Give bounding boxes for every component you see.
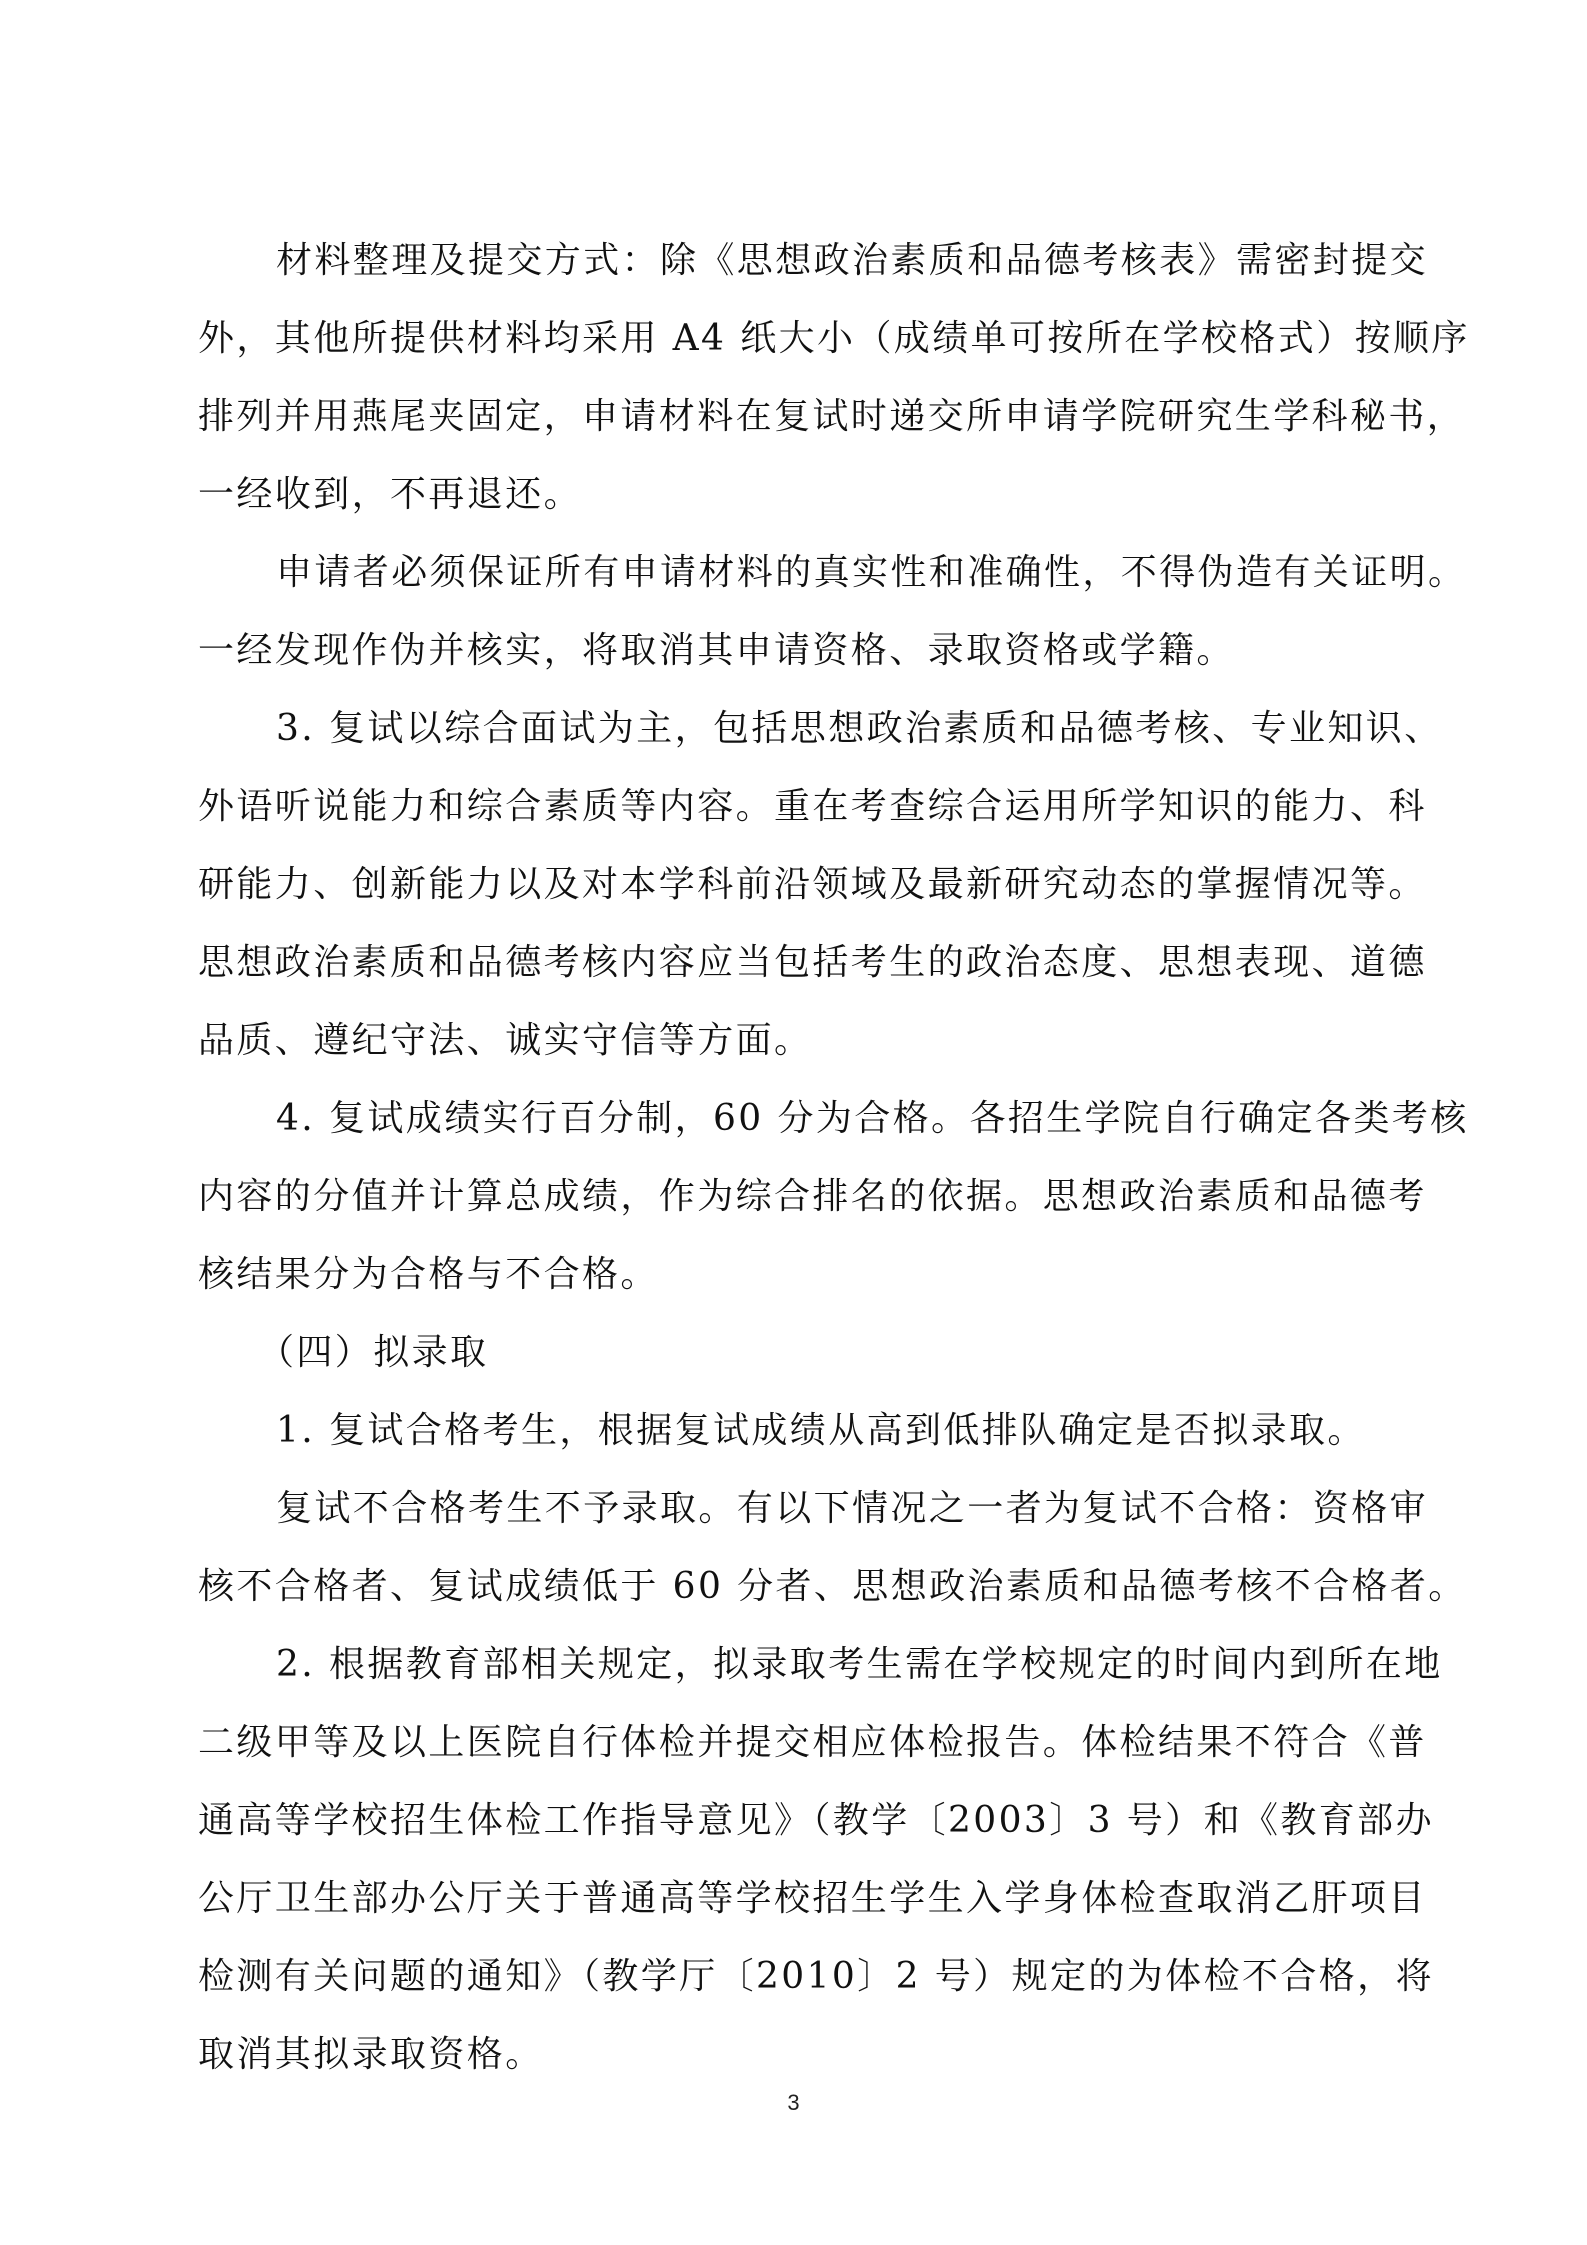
paragraph-line: 一经发现作伪并核实，将取消其申请资格、录取资格或学籍。 <box>198 630 1235 671</box>
paragraph-line: 研能力、创新能力以及对本学科前沿领域及最新研究动态的掌握情况等。 <box>198 864 1427 905</box>
paragraph-line: 二级甲等及以上医院自行体检并提交相应体检报告。体检结果不符合《普 <box>198 1722 1427 1763</box>
paragraph-line: 一经收到，不再退还。 <box>198 474 583 515</box>
paragraph-line: 申请者必须保证所有申请材料的真实性和准确性，不得伪造有关证明。 <box>276 552 1467 593</box>
paragraph-line: 1. 复试合格考生，根据复试成绩从高到低排队确定是否拟录取。 <box>276 1410 1366 1451</box>
paragraph-line: 公厅卫生部办公厅关于普通高等学校招生学生入学身体检查取消乙肝项目 <box>198 1878 1427 1919</box>
body-text <box>198 222 1470 2094</box>
paragraph-line: 材料整理及提交方式：除《思想政治素质和品德考核表》需密封提交 <box>276 240 1429 281</box>
page-number: 3 <box>787 2090 800 2115</box>
paragraph-line: 检测有关问题的通知》（教学厅〔2010〕2 号）规定的为体检不合格，将 <box>198 1956 1434 1997</box>
paragraph-line: 3. 复试以综合面试为主，包括思想政治素质和品德考核、专业知识、 <box>276 708 1443 749</box>
paragraph-line: 核不合格者、复试成绩低于 60 分者、思想政治素质和品德考核不合格者。 <box>198 1566 1467 1607</box>
paragraph-line: 品质、遵纪守法、诚实守信等方面。 <box>198 1020 813 1061</box>
paragraph-line: 排列并用燕尾夹固定，申请材料在复试时递交所申请学院研究生学科秘书， <box>198 396 1466 437</box>
paragraph-line: 内容的分值并计算总成绩，作为综合排名的依据。思想政治素质和品德考 <box>198 1176 1427 1217</box>
section-heading: （四）拟录取 <box>258 1332 489 1373</box>
paragraph-line: 外，其他所提供材料均采用 A4 纸大小（成绩单可按所在学校格式）按顺序 <box>198 318 1470 359</box>
paragraph-line: 取消其拟录取资格。 <box>198 2034 544 2075</box>
paragraph-line: 2. 根据教育部相关规定，拟录取考生需在学校规定的时间内到所在地 <box>276 1644 1443 1685</box>
paragraph-line: 核结果分为合格与不合格。 <box>198 1254 659 1295</box>
paragraph-line: 外语听说能力和综合素质等内容。重在考查综合运用所学知识的能力、科 <box>198 786 1427 827</box>
paragraph-line: 通高等学校招生体检工作指导意见》（教学〔2003〕3 号）和《教育部办 <box>198 1800 1434 1841</box>
paragraph-line: 4. 复试成绩实行百分制，60 分为合格。各招生学院自行确定各类考核 <box>276 1098 1469 1139</box>
paragraph-line: 思想政治素质和品德考核内容应当包括考生的政治态度、思想表现、道德 <box>198 942 1427 983</box>
paragraph-line: 复试不合格考生不予录取。有以下情况之一者为复试不合格：资格审 <box>276 1488 1429 1529</box>
